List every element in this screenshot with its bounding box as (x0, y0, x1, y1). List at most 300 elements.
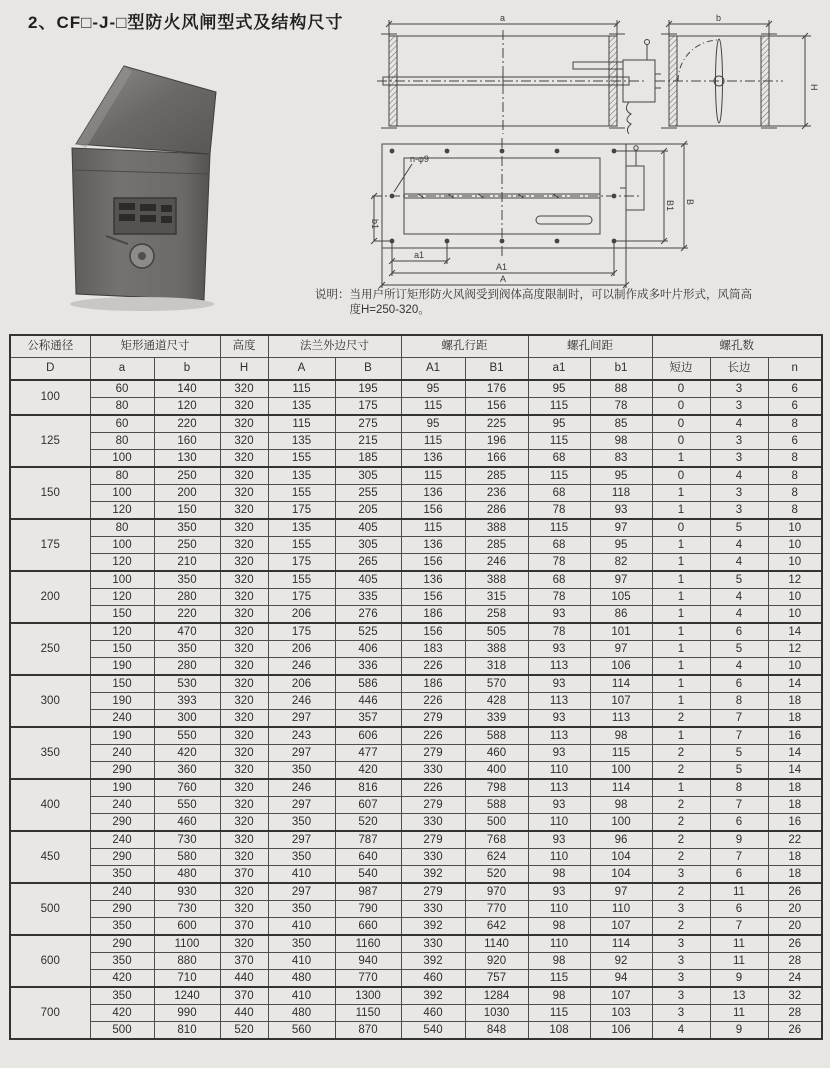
diameter-cell: 300 (10, 675, 90, 727)
value-cell: 11 (710, 935, 768, 953)
value-cell: 240 (90, 745, 154, 762)
value-cell: 388 (465, 519, 528, 537)
value-cell: 2 (652, 745, 710, 762)
value-cell: 113 (590, 710, 652, 728)
value-cell: 393 (154, 693, 220, 710)
value-cell: 290 (90, 935, 154, 953)
value-cell: 115 (528, 467, 590, 485)
value-cell: 320 (220, 883, 268, 901)
value-cell: 420 (90, 1005, 154, 1022)
value-cell: 336 (335, 658, 401, 676)
value-cell: 320 (220, 901, 268, 918)
value-cell: 150 (90, 606, 154, 624)
value-cell: 175 (268, 502, 335, 520)
value-cell: 105 (590, 589, 652, 606)
table-row (10, 433, 822, 450)
value-cell: 175 (335, 398, 401, 416)
value-cell: 0 (652, 398, 710, 416)
front-width-label: a (500, 14, 506, 23)
value-cell: 135 (268, 519, 335, 537)
value-cell: 297 (268, 831, 335, 849)
diameter-cell: 350 (10, 727, 90, 779)
value-cell: 110 (528, 762, 590, 780)
value-cell: 1240 (154, 987, 220, 1005)
value-cell: 460 (401, 1005, 465, 1022)
value-cell: 930 (154, 883, 220, 901)
value-cell: 80 (90, 398, 154, 416)
value-cell: 7 (710, 710, 768, 728)
value-cell: 350 (154, 571, 220, 589)
table-header (10, 335, 822, 380)
value-cell: 305 (335, 537, 401, 554)
value-cell: 5 (710, 571, 768, 589)
value-cell: 405 (335, 571, 401, 589)
value-cell: 1 (652, 658, 710, 676)
table-row (10, 623, 822, 641)
value-cell: 186 (401, 675, 465, 693)
value-cell: 320 (220, 762, 268, 780)
value-cell: 18 (768, 710, 822, 728)
value-cell: 118 (590, 485, 652, 502)
value-cell: 1 (652, 589, 710, 606)
value-cell: 315 (465, 589, 528, 606)
value-cell: 220 (154, 415, 220, 433)
value-cell: 113 (528, 727, 590, 745)
note (315, 288, 823, 318)
value-cell: 136 (401, 537, 465, 554)
value-cell: 86 (590, 606, 652, 624)
page-title: 2、CF□-J-□型防火风闸型式及结构尺寸 (28, 13, 344, 32)
value-cell: 175 (268, 589, 335, 606)
value-cell: 136 (401, 485, 465, 502)
diameter-cell: 450 (10, 831, 90, 883)
value-cell: 757 (465, 970, 528, 988)
table-row (10, 866, 822, 884)
table-row (10, 710, 822, 728)
value-cell: 250 (154, 537, 220, 554)
value-cell: 477 (335, 745, 401, 762)
value-cell: 350 (268, 762, 335, 780)
subheader-a: a (90, 358, 154, 381)
value-cell: 226 (401, 727, 465, 745)
value-cell: 155 (268, 571, 335, 589)
value-cell: 320 (220, 831, 268, 849)
value-cell: 106 (590, 658, 652, 676)
value-cell: 16 (768, 814, 822, 832)
value-cell: 258 (465, 606, 528, 624)
value-cell: 150 (154, 502, 220, 520)
value-cell: 392 (401, 953, 465, 970)
value-cell: 190 (90, 693, 154, 710)
dimension-table-body (10, 380, 822, 1039)
value-cell: 68 (528, 485, 590, 502)
value-cell: 115 (268, 380, 335, 398)
value-cell: 206 (268, 606, 335, 624)
value-cell: 7 (710, 727, 768, 745)
value-cell: 68 (528, 537, 590, 554)
value-cell: 330 (401, 849, 465, 866)
value-cell: 9 (710, 831, 768, 849)
value-cell: 135 (268, 433, 335, 450)
table-row (10, 1005, 822, 1022)
value-cell: 3 (652, 1005, 710, 1022)
value-cell: 3 (652, 987, 710, 1005)
value-cell: 14 (768, 675, 822, 693)
value-cell: 107 (590, 987, 652, 1005)
value-cell: 110 (528, 814, 590, 832)
value-cell: 588 (465, 727, 528, 745)
table-row (10, 918, 822, 936)
value-cell: 580 (154, 849, 220, 866)
value-cell: 730 (154, 901, 220, 918)
value-cell: 98 (528, 866, 590, 884)
value-cell: 156 (465, 398, 528, 416)
value-cell: 520 (465, 866, 528, 884)
value-cell: 11 (710, 953, 768, 970)
value-cell: 460 (154, 814, 220, 832)
value-cell: 520 (335, 814, 401, 832)
value-cell: 1 (652, 554, 710, 572)
value-cell: 175 (268, 554, 335, 572)
table-row (10, 519, 822, 537)
value-cell: 607 (335, 797, 401, 814)
value-cell: 95 (401, 380, 465, 398)
value-cell: 97 (590, 519, 652, 537)
table-row (10, 571, 822, 589)
value-cell: 78 (528, 554, 590, 572)
value-cell: 190 (90, 779, 154, 797)
value-cell: 6 (768, 380, 822, 398)
value-cell: 115 (528, 519, 590, 537)
value-cell: 320 (220, 727, 268, 745)
value-cell: 10 (768, 658, 822, 676)
value-cell: 166 (465, 450, 528, 468)
value-cell: 990 (154, 1005, 220, 1022)
value-cell: 101 (590, 623, 652, 641)
value-cell: 150 (90, 675, 154, 693)
flange-A1-label: A1 (496, 262, 508, 272)
value-cell: 226 (401, 658, 465, 676)
value-cell: 246 (268, 779, 335, 797)
table-row (10, 1022, 822, 1040)
value-cell: 350 (268, 814, 335, 832)
value-cell: 103 (590, 1005, 652, 1022)
subheader-long-side: 长边 (710, 358, 768, 381)
value-cell: 215 (335, 433, 401, 450)
table-row (10, 693, 822, 710)
value-cell: 115 (528, 970, 590, 988)
value-cell: 360 (154, 762, 220, 780)
value-cell: 156 (401, 589, 465, 606)
value-cell: 350 (90, 953, 154, 970)
value-cell: 1 (652, 693, 710, 710)
value-cell: 320 (220, 502, 268, 520)
value-cell: 470 (154, 623, 220, 641)
value-cell: 93 (528, 797, 590, 814)
value-cell: 330 (401, 935, 465, 953)
value-cell: 350 (90, 987, 154, 1005)
table-row (10, 970, 822, 988)
value-cell: 276 (335, 606, 401, 624)
value-cell: 2 (652, 814, 710, 832)
value-cell: 320 (220, 554, 268, 572)
value-cell: 93 (528, 675, 590, 693)
table-row (10, 450, 822, 468)
value-cell: 156 (401, 502, 465, 520)
value-cell: 350 (268, 849, 335, 866)
value-cell: 6 (710, 675, 768, 693)
value-cell: 339 (465, 710, 528, 728)
table-row (10, 398, 822, 416)
value-cell: 100 (90, 485, 154, 502)
value-cell: 320 (220, 467, 268, 485)
value-cell: 108 (528, 1022, 590, 1040)
value-cell: 98 (590, 433, 652, 450)
value-cell: 95 (528, 415, 590, 433)
value-cell: 6 (710, 623, 768, 641)
flange-B1-label: B1 (665, 200, 675, 212)
value-cell: 98 (528, 953, 590, 970)
value-cell: 798 (465, 779, 528, 797)
value-cell: 250 (154, 467, 220, 485)
value-cell: 120 (90, 623, 154, 641)
value-cell: 156 (401, 554, 465, 572)
value-cell: 226 (401, 779, 465, 797)
value-cell: 275 (335, 415, 401, 433)
value-cell: 297 (268, 797, 335, 814)
value-cell: 0 (652, 519, 710, 537)
value-cell: 5 (710, 762, 768, 780)
value-cell: 642 (465, 918, 528, 936)
value-cell: 297 (268, 745, 335, 762)
value-cell: 100 (590, 762, 652, 780)
value-cell: 320 (220, 606, 268, 624)
value-cell: 400 (465, 762, 528, 780)
value-cell: 8 (768, 415, 822, 433)
value-cell: 100 (90, 571, 154, 589)
header-bolt-count: 螺孔数 (652, 335, 822, 358)
value-cell: 428 (465, 693, 528, 710)
diameter-cell: 500 (10, 883, 90, 935)
value-cell: 100 (90, 450, 154, 468)
value-cell: 96 (590, 831, 652, 849)
value-cell: 240 (90, 831, 154, 849)
value-cell: 388 (465, 571, 528, 589)
table-row (10, 814, 822, 832)
value-cell: 330 (401, 814, 465, 832)
value-cell: 115 (401, 398, 465, 416)
value-cell: 3 (710, 398, 768, 416)
value-cell: 7 (710, 849, 768, 866)
value-cell: 93 (528, 641, 590, 658)
header-flange-size: 法兰外边尺寸 (268, 335, 401, 358)
value-cell: 18 (768, 866, 822, 884)
value-cell: 388 (465, 641, 528, 658)
value-cell: 570 (465, 675, 528, 693)
value-cell: 480 (154, 866, 220, 884)
table-row (10, 935, 822, 953)
value-cell: 155 (268, 450, 335, 468)
subheader-B1: B1 (465, 358, 528, 381)
subheader-B: B (335, 358, 401, 381)
value-cell: 279 (401, 831, 465, 849)
value-cell: 78 (528, 623, 590, 641)
value-cell: 330 (401, 901, 465, 918)
value-cell: 26 (768, 1022, 822, 1040)
value-cell: 1 (652, 450, 710, 468)
value-cell: 540 (335, 866, 401, 884)
subheader-D: D (10, 358, 90, 381)
dimension-table (9, 334, 823, 1040)
subheader-a1: a1 (528, 358, 590, 381)
value-cell: 18 (768, 797, 822, 814)
value-cell: 265 (335, 554, 401, 572)
value-cell: 446 (335, 693, 401, 710)
value-cell: 320 (220, 641, 268, 658)
value-cell: 95 (590, 537, 652, 554)
value-cell: 93 (528, 606, 590, 624)
value-cell: 98 (528, 918, 590, 936)
value-cell: 8 (710, 693, 768, 710)
value-cell: 279 (401, 710, 465, 728)
value-cell: 3 (710, 502, 768, 520)
value-cell: 530 (154, 675, 220, 693)
value-cell: 5 (710, 641, 768, 658)
value-cell: 206 (268, 641, 335, 658)
value-cell: 14 (768, 623, 822, 641)
subheader-b1: b1 (590, 358, 652, 381)
value-cell: 7 (710, 918, 768, 936)
value-cell: 156 (401, 623, 465, 641)
table-row (10, 745, 822, 762)
value-cell: 93 (528, 710, 590, 728)
value-cell: 22 (768, 831, 822, 849)
value-cell: 107 (590, 693, 652, 710)
diameter-cell: 400 (10, 779, 90, 831)
value-cell: 770 (465, 901, 528, 918)
value-cell: 290 (90, 762, 154, 780)
value-cell: 8 (768, 450, 822, 468)
value-cell: 320 (220, 797, 268, 814)
value-cell: 10 (768, 606, 822, 624)
value-cell: 240 (90, 797, 154, 814)
value-cell: 0 (652, 467, 710, 485)
value-cell: 297 (268, 710, 335, 728)
value-cell: 480 (268, 970, 335, 988)
table-row (10, 537, 822, 554)
value-cell: 760 (154, 779, 220, 797)
value-cell: 2 (652, 710, 710, 728)
value-cell: 115 (528, 398, 590, 416)
value-cell: 420 (154, 745, 220, 762)
value-cell: 8 (710, 779, 768, 797)
value-cell: 206 (268, 675, 335, 693)
value-cell: 500 (90, 1022, 154, 1040)
value-cell: 14 (768, 745, 822, 762)
table-row (10, 415, 822, 433)
value-cell: 4 (710, 554, 768, 572)
value-cell: 9 (710, 1022, 768, 1040)
value-cell: 196 (465, 433, 528, 450)
value-cell: 768 (465, 831, 528, 849)
value-cell: 2 (652, 831, 710, 849)
value-cell: 624 (465, 849, 528, 866)
value-cell: 6 (768, 398, 822, 416)
value-cell: 115 (268, 415, 335, 433)
table-row (10, 485, 822, 502)
value-cell: 8 (768, 485, 822, 502)
value-cell: 26 (768, 935, 822, 953)
value-cell: 350 (268, 901, 335, 918)
value-cell: 136 (401, 450, 465, 468)
value-cell: 305 (335, 467, 401, 485)
value-cell: 285 (465, 537, 528, 554)
flange-B-label: B (685, 199, 695, 206)
value-cell: 1 (652, 727, 710, 745)
value-cell: 6 (710, 901, 768, 918)
value-cell: 104 (590, 866, 652, 884)
value-cell: 370 (220, 953, 268, 970)
table-row (10, 589, 822, 606)
value-cell: 28 (768, 1005, 822, 1022)
value-cell: 186 (401, 606, 465, 624)
value-cell: 1 (652, 641, 710, 658)
value-cell: 20 (768, 901, 822, 918)
value-cell: 10 (768, 537, 822, 554)
value-cell: 970 (465, 883, 528, 901)
value-cell: 3 (710, 450, 768, 468)
value-cell: 100 (90, 537, 154, 554)
table-row (10, 901, 822, 918)
value-cell: 115 (401, 467, 465, 485)
value-cell: 280 (154, 658, 220, 676)
value-cell: 5 (710, 519, 768, 537)
value-cell: 4 (652, 1022, 710, 1040)
value-cell: 78 (528, 589, 590, 606)
value-cell: 183 (401, 641, 465, 658)
subheader-n: n (768, 358, 822, 381)
value-cell: 1030 (465, 1005, 528, 1022)
value-cell: 210 (154, 554, 220, 572)
subheader-H: H (220, 358, 268, 381)
value-cell: 190 (90, 727, 154, 745)
value-cell: 320 (220, 537, 268, 554)
value-cell: 0 (652, 415, 710, 433)
value-cell: 350 (154, 519, 220, 537)
table-row (10, 606, 822, 624)
value-cell: 405 (335, 519, 401, 537)
value-cell: 95 (590, 467, 652, 485)
value-cell: 320 (220, 623, 268, 641)
value-cell: 320 (220, 658, 268, 676)
value-cell: 110 (528, 935, 590, 953)
value-cell: 104 (590, 849, 652, 866)
value-cell: 392 (401, 918, 465, 936)
flange-view-drawing (368, 138, 708, 295)
value-cell: 106 (590, 1022, 652, 1040)
product-photo (58, 48, 263, 320)
value-cell: 113 (528, 779, 590, 797)
value-cell: 600 (154, 918, 220, 936)
table-row (10, 797, 822, 814)
value-cell: 1160 (335, 935, 401, 953)
dimension-table-wrap (9, 334, 823, 1040)
value-cell: 107 (590, 918, 652, 936)
value-cell: 97 (590, 571, 652, 589)
table-row (10, 727, 822, 745)
subheader-A1: A1 (401, 358, 465, 381)
value-cell: 606 (335, 727, 401, 745)
